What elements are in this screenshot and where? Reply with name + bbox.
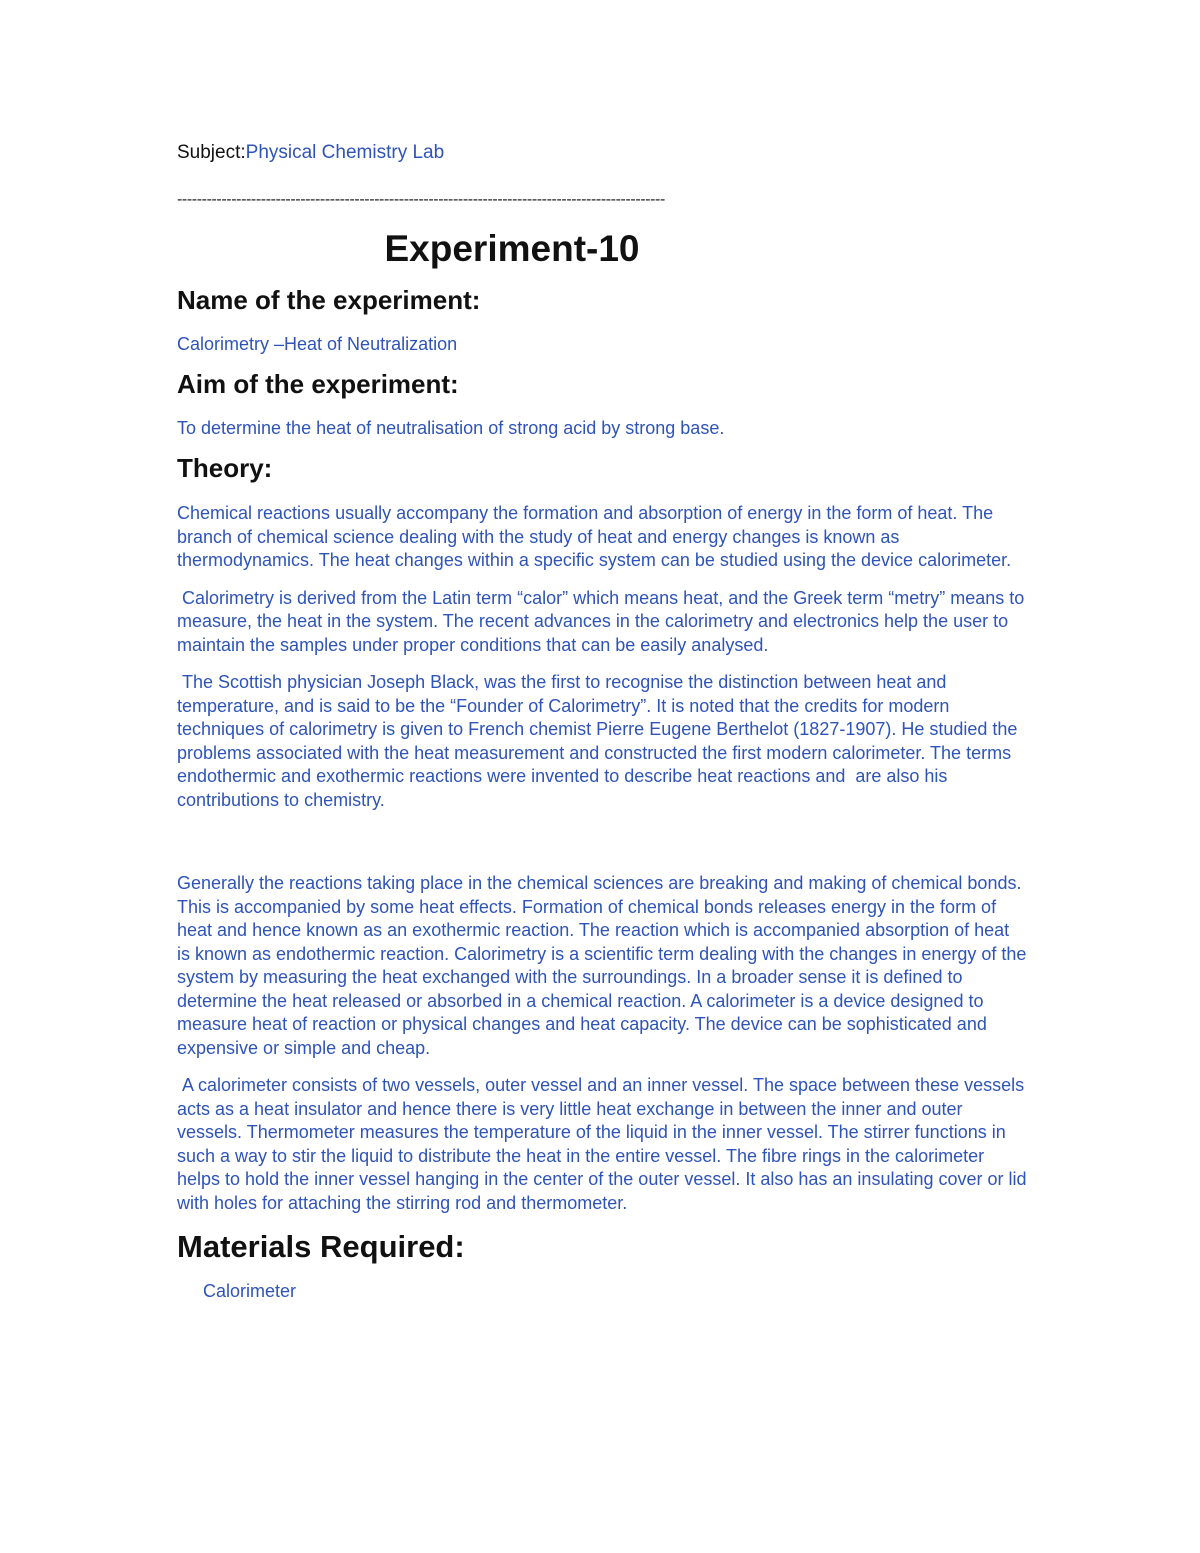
- theory-paragraph: The Scottish physician Joseph Black, was the first to recognise the distinction between heat and temperature, and is said to be the “Founder of Calorimetry”. It is noted that the credits for modern techniques of calorimetry is given to French chemist Pierre Eugene Berthelot (1827-1907). He studied the problems associated with the heat measurement and constructed the first modern calorimeter. The terms endothermic and exothermic reactions were invented to describe heat reactions and are also his contributions to chemistry.: [177, 672, 1023, 810]
- theory-paragraph: Chemical reactions usually accompany the formation and absorption of energy in the form of heat. The branch of chemical science dealing with the study of heat and energy changes is known as thermodynamics. The heat changes within a specific system can be studied using the device calorimeter.: [177, 503, 1012, 570]
- theory-paragraph: A calorimeter consists of two vessels, outer vessel and an inner vessel. The space between these vessels acts as a heat insulator and hence there is very little heat exchange in between the inner and outer vessels. Thermometer measures the temperature of the liquid in the inner vessel. The stirrer functions in such a way to stir the liquid to distribute the heat in the entire vessel. The fibre rings in the calorimeter helps to hold the inner vessel hanging in the center of the outer vessel. It also has an insulating cover or lid with holes for attaching the stirring rod and thermometer.: [177, 1075, 1032, 1213]
- subject-label: Subject:: [177, 142, 246, 163]
- experiment-name: Calorimetry –Heat of Neutralization: [177, 334, 458, 354]
- aim-heading: Aim of the experiment:: [177, 369, 459, 399]
- theory-paragraph: Calorimetry is derived from the Latin term “calor” which means heat, and the Greek term “metry” means to measure, the heat in the system. The recent advances in the calorimetry and electronics help the user to maintain the samples under proper conditions that can be easily analysed.: [177, 587, 1030, 655]
- theory-heading: Theory:: [177, 453, 273, 483]
- theory-paragraph: Generally the reactions taking place in the chemical sciences are breaking and making of chemical bonds. This is accompanied by some heat effects. Formation of chemical bonds releases energy in the form of heat and hence known as an exothermic reaction. The reaction which is accompanied absorption of heat is known as endothermic reaction. Calorimetry is a scientific term dealing with the changes in energy of the system by measuring the heat exchanged with the surroundings. In a broader sense it is defined to determine the heat released or absorbed in a chemical reaction. A calorimeter is a device designed to measure heat of reaction or physical changes and heat capacity. The device can be sophisticated and expensive or simple and cheap.: [177, 873, 1027, 1058]
- page-title: Experiment-10: [384, 228, 640, 269]
- materials-heading: Materials Required:: [177, 1229, 465, 1264]
- document-content: [177, 138, 1037, 1303]
- experiment-aim: To determine the heat of neutralisation of strong acid by strong base.: [177, 418, 725, 438]
- subject-value: Physical Chemistry Lab: [245, 142, 445, 163]
- name-heading: Name of the experiment:: [177, 285, 481, 315]
- list-item: Calorimeter: [203, 1281, 297, 1301]
- subject-line: [177, 138, 1037, 168]
- divider-line: ---------------------------------------------------------------------------------------------------: [177, 191, 665, 208]
